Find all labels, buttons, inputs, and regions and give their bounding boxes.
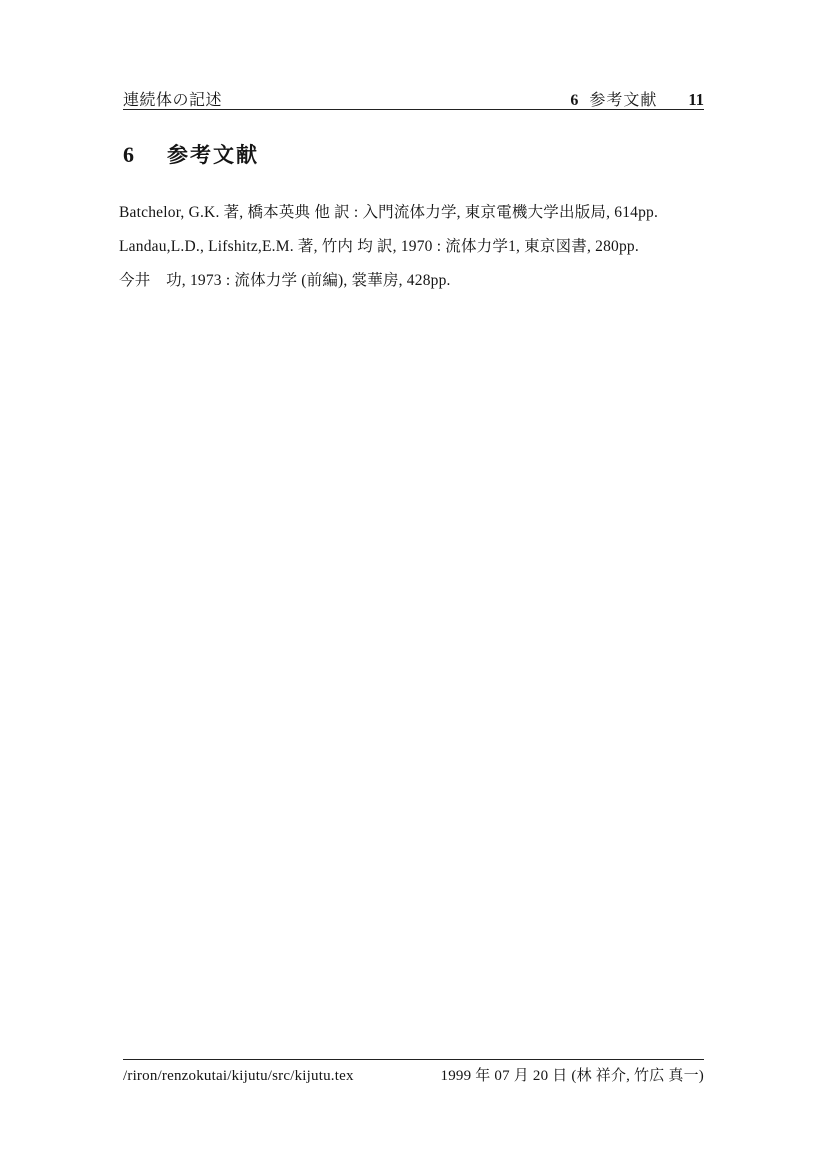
footer-date-authors: 1999 年 07 月 20 日 (林 祥介, 竹広 真一) bbox=[440, 1068, 704, 1084]
header-rule bbox=[123, 109, 704, 110]
reference-list bbox=[119, 196, 719, 298]
footer-file-path: /riron/renzokutai/kijutu/src/kijutu.tex bbox=[123, 1068, 354, 1084]
running-head-right bbox=[570, 87, 704, 110]
running-head-document-title: 連続体の記述 bbox=[123, 92, 223, 109]
reference-entry: Landau,L.D., Lifshitz,E.M. 著, 竹内 均 訳, 1970 : 流体力学1, 東京図書, 280pp. bbox=[119, 238, 639, 255]
reference-entry: 今井 功, 1973 : 流体力学 (前編), 裳華房, 428pp. bbox=[119, 272, 451, 289]
reference-entry: Batchelor, G.K. 著, 橋本英典 他 訳 : 入門流体力学, 東京電機大学出版局, 614pp. bbox=[119, 204, 659, 221]
section-heading bbox=[123, 139, 259, 169]
running-header bbox=[123, 87, 704, 110]
section-number: 6 bbox=[123, 142, 134, 167]
page-number: 11 bbox=[688, 90, 704, 109]
running-head-section-name: 参考文献 bbox=[589, 92, 658, 109]
section-title: 参考文献 bbox=[167, 144, 259, 167]
page-footer bbox=[123, 1064, 704, 1085]
footer-rule bbox=[123, 1059, 704, 1060]
running-head-section-number: 6 bbox=[570, 92, 579, 109]
